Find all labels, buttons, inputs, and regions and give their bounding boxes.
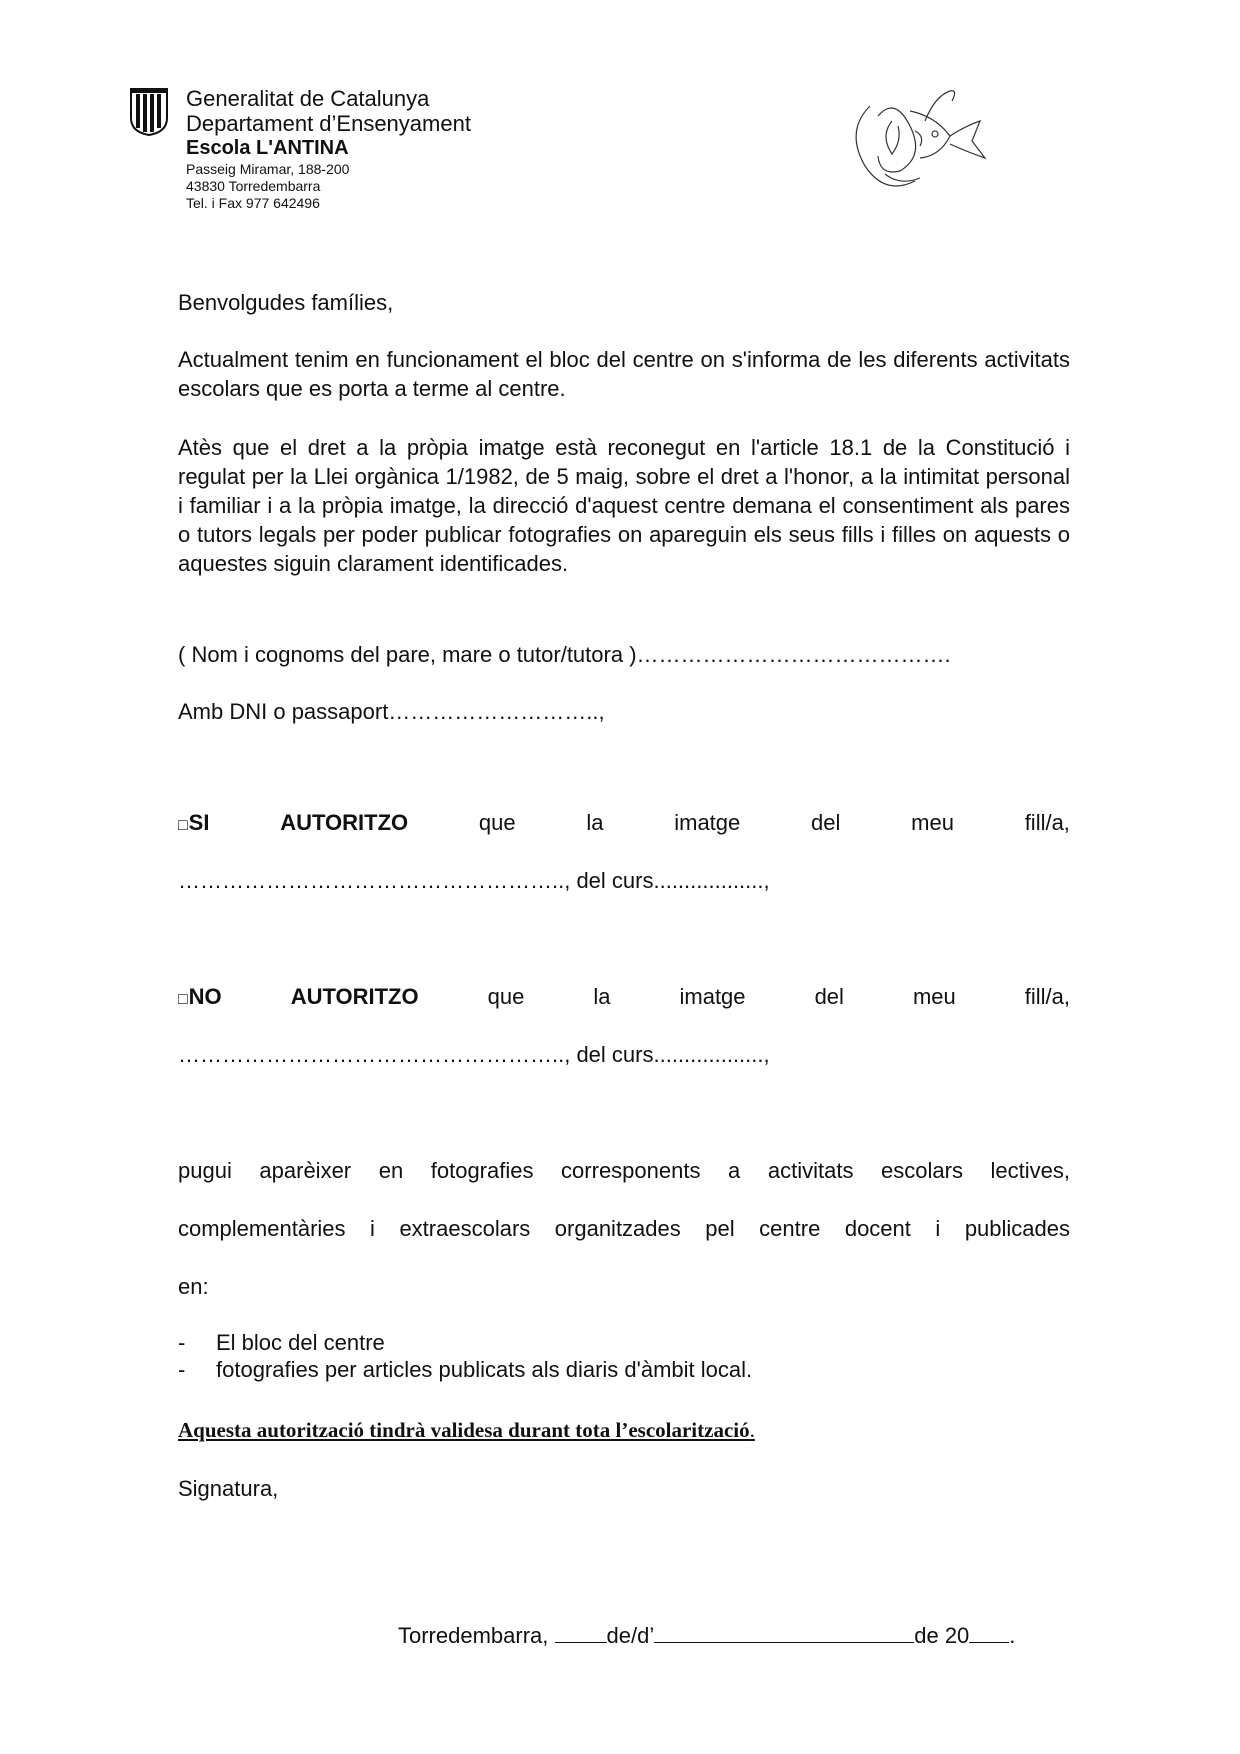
- dni-field[interactable]: Amb DNI o passaport………………………..,: [178, 699, 605, 724]
- greeting: Benvolgudes famílies,: [178, 290, 394, 315]
- checkbox-icon: □: [178, 817, 188, 834]
- fish-drawing-icon: [840, 86, 1000, 201]
- intro-paragraph: Actualment tenim en funcionament el bloc del centre on s'informa de les diferents activitats escolars que es porta a terme al centre.: [178, 347, 1070, 401]
- option-no-label: NO: [188, 984, 222, 1009]
- list-item-text: fotografies per articles publicats als diaris d'àmbit local.: [216, 1357, 753, 1382]
- word: la: [593, 984, 611, 1009]
- word: del: [814, 984, 844, 1009]
- de-label: de/d’: [606, 1623, 655, 1648]
- publication-list: [178, 1329, 1070, 1383]
- option-no-row: [178, 982, 1070, 1014]
- word: del: [811, 810, 841, 835]
- letterhead: [128, 86, 588, 226]
- option-no-checkbox[interactable]: [178, 982, 222, 1014]
- month-field[interactable]: [654, 1622, 914, 1643]
- year-field[interactable]: [969, 1622, 1009, 1643]
- list-dash: -: [178, 1357, 186, 1382]
- signature-label: Signatura,: [178, 1476, 279, 1501]
- school-address: Passeig Miramar, 188-200: [186, 161, 350, 177]
- word: imatge: [679, 984, 746, 1009]
- gov-name: Generalitat de Catalunya: [186, 86, 430, 111]
- word: la: [586, 810, 604, 835]
- generalitat-stripes-icon: [128, 88, 170, 136]
- option-yes-row: [178, 808, 1070, 840]
- option-yes-child-field[interactable]: …………………………………………….., del curs..................,: [178, 868, 770, 893]
- validity-period: .: [749, 1418, 755, 1442]
- department-name: Departament d’Ensenyament: [186, 111, 471, 136]
- word: fill/a,: [1024, 810, 1070, 835]
- usage-line-2: complementàries i extraescolars organitzades pel centre docent i publicades: [178, 1216, 1070, 1241]
- word: meu: [912, 984, 956, 1009]
- option-no-child-field[interactable]: …………………………………………….., del curs..................,: [178, 1042, 770, 1067]
- word: que: [478, 810, 516, 835]
- word: meu: [911, 810, 954, 835]
- letterhead-text: [186, 86, 471, 212]
- date-end: .: [1009, 1623, 1016, 1648]
- usage-line-1: pugui aparèixer en fotografies corresponents a activitats escolars lectives,: [178, 1158, 1070, 1183]
- day-field[interactable]: [555, 1622, 607, 1643]
- list-item: [178, 1356, 1070, 1383]
- validity-statement: [178, 1416, 755, 1444]
- list-item: [178, 1329, 1070, 1356]
- list-dash: -: [178, 1330, 186, 1355]
- school-phone: Tel. i Fax 977 642496: [186, 195, 320, 211]
- place-label: Torredembarra,: [398, 1623, 549, 1648]
- school-name: Escola L'ANTINA: [186, 137, 349, 159]
- date-line: [398, 1621, 1015, 1650]
- word: fill/a,: [1024, 984, 1070, 1009]
- option-yes-label: SI: [188, 810, 210, 835]
- word: AUTORITZO: [290, 984, 419, 1009]
- usage-line-3: en:: [178, 1274, 209, 1299]
- legal-paragraph: Atès que el dret a la pròpia imatge està reconegut en l'article 18.1 de la Constitució i regulat per la Llei orgànica 1/1982, de 5 maig, sobre el dret a l'honor, a la intimitat personal i familiar i a la pròpia imatge, la direcció d'aquest centre demana el consentiment als pares o tutors legals per poder publicar fotografies on apareguin els seus fills i filles on aquests o aquestes siguin clarament identificades.: [178, 435, 1070, 576]
- parent-name-field[interactable]: ( Nom i cognoms del pare, mare o tutor/tutora )…………………………………….: [178, 642, 951, 667]
- year-prefix: de 20: [914, 1623, 970, 1648]
- word: que: [487, 984, 525, 1009]
- checkbox-icon: □: [178, 991, 188, 1008]
- word: AUTORITZO: [280, 810, 409, 835]
- school-city: 43830 Torredembarra: [186, 178, 321, 194]
- option-yes-checkbox[interactable]: [178, 808, 209, 840]
- validity-text: Aquesta autorització tindrà validesa durant tota l’escolarització: [178, 1418, 750, 1442]
- list-item-text: El bloc del centre: [216, 1330, 385, 1355]
- word: imatge: [674, 810, 741, 835]
